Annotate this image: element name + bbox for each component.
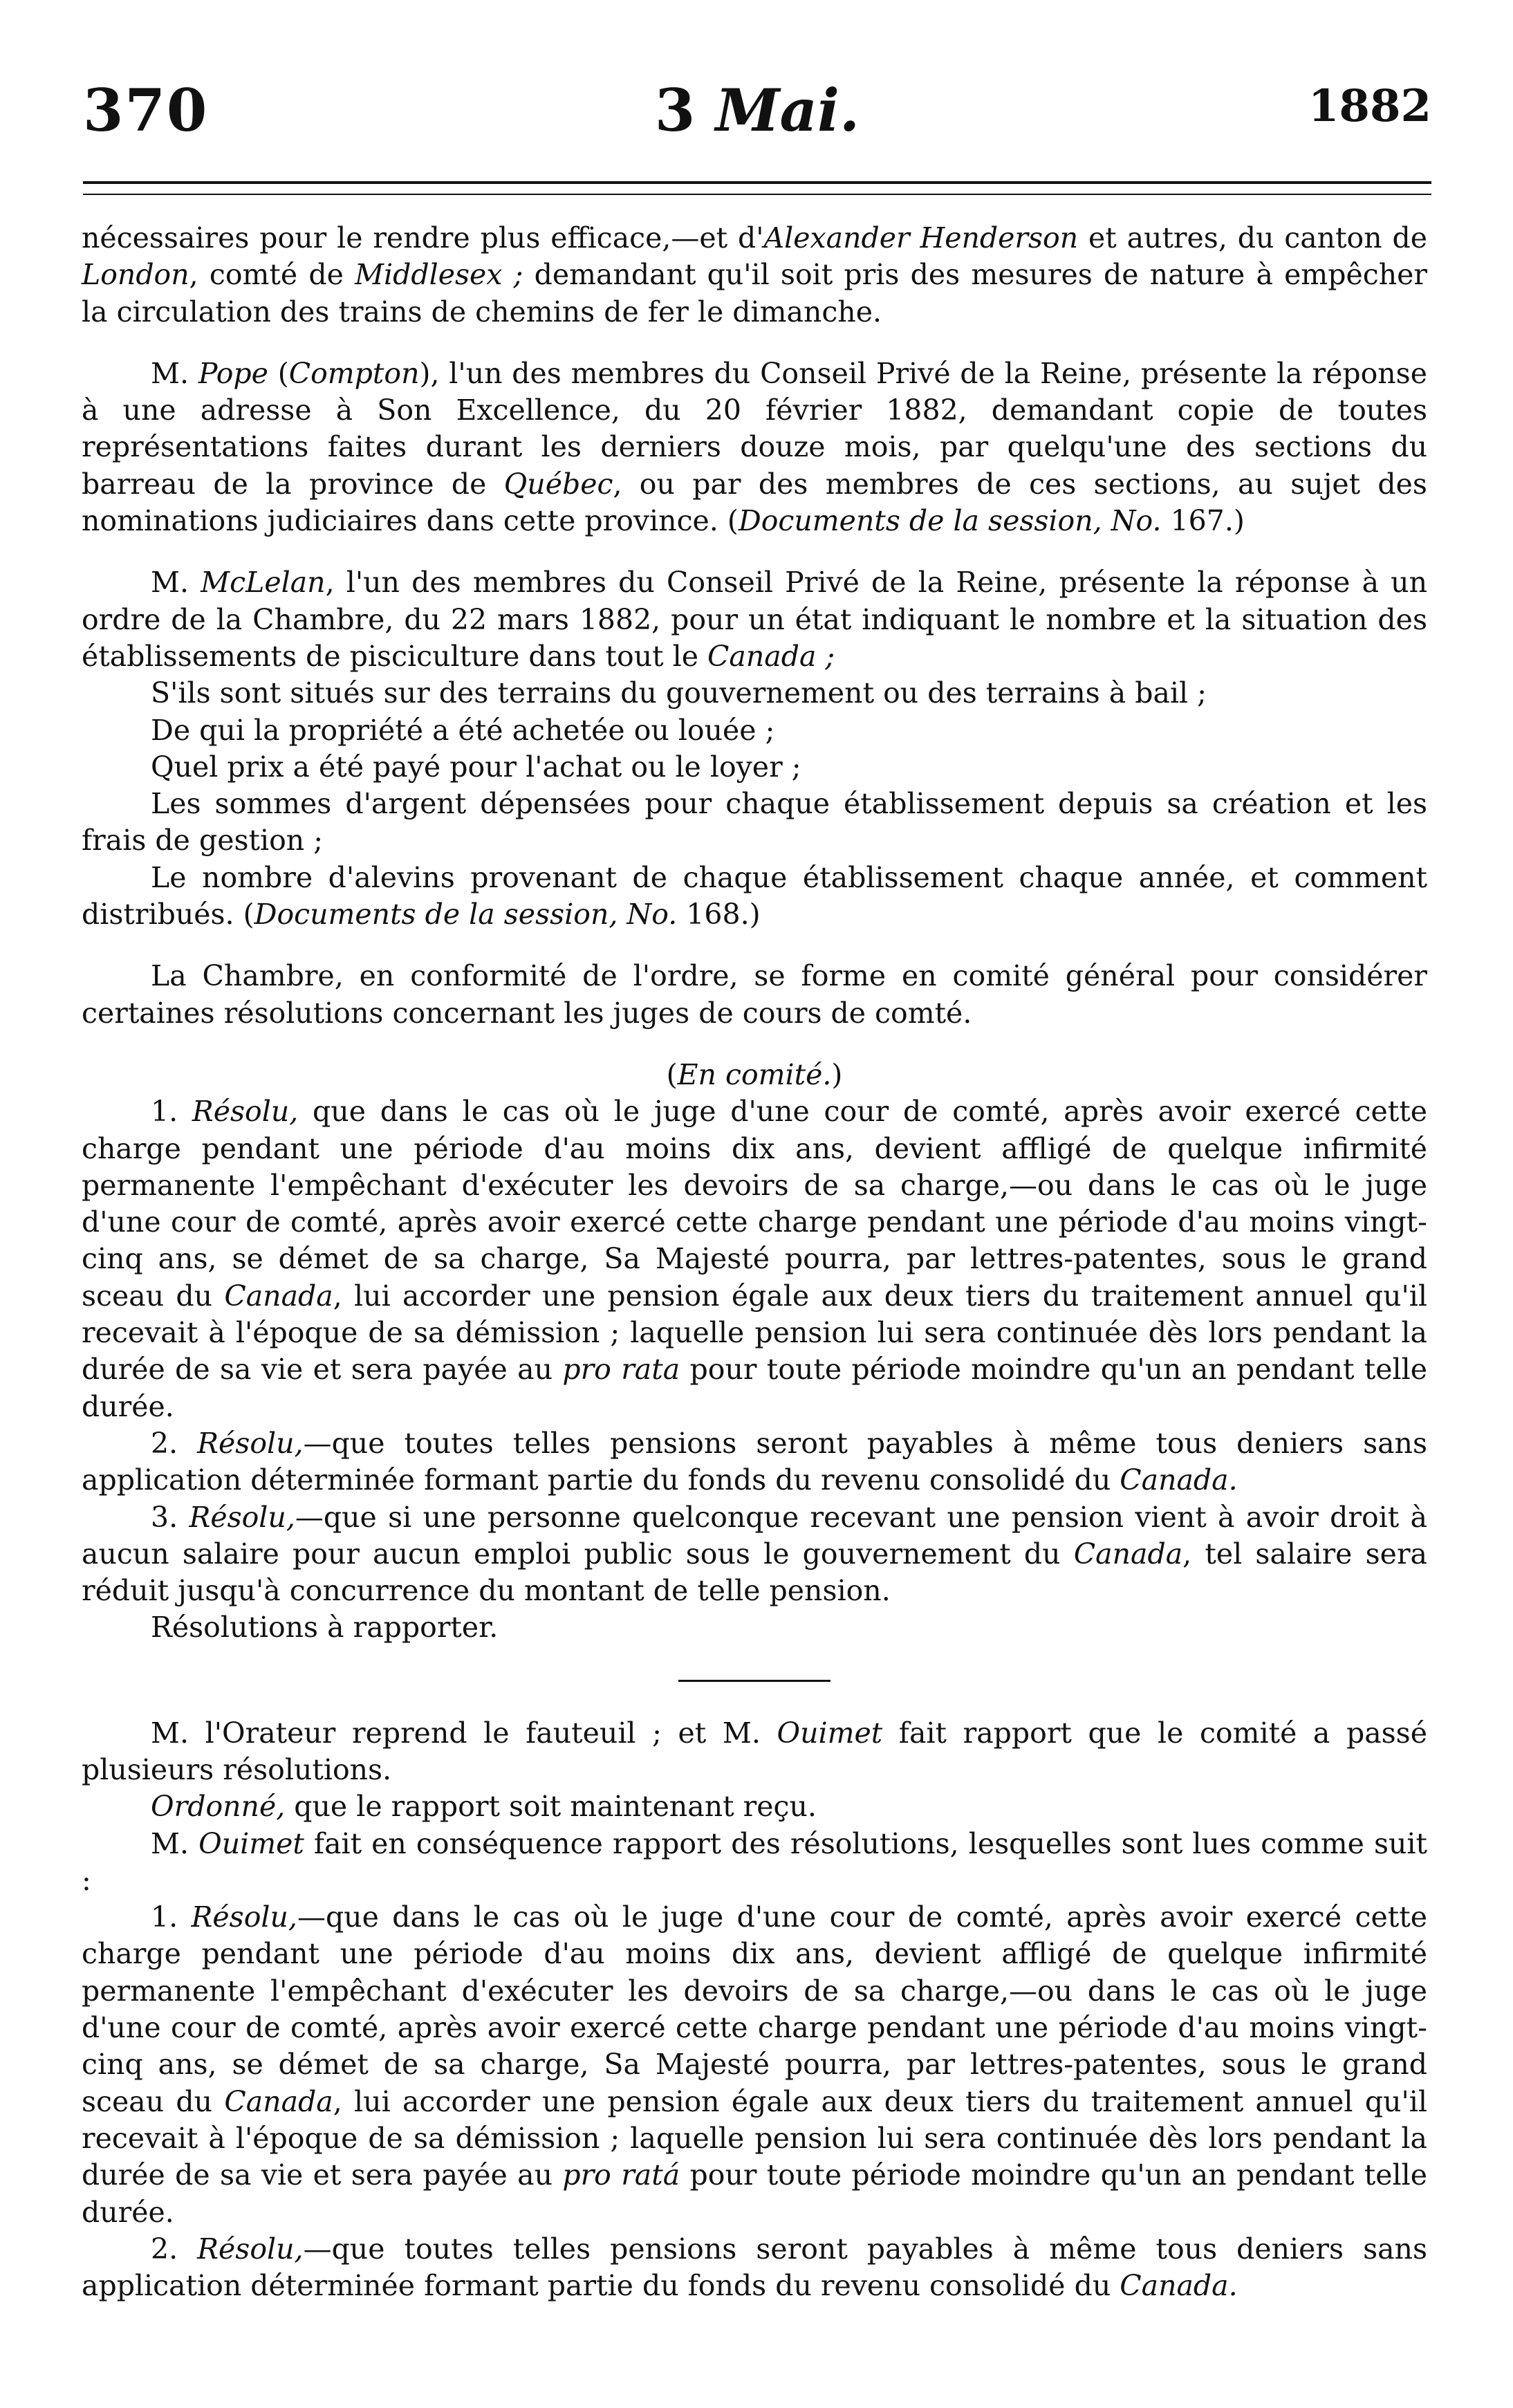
date-day: 3	[654, 76, 696, 145]
text-run: ), l'un des membres du Conseil Privé de la Reine, présente la réponse à une adresse à Son Excellence, du 20 février 1882, demandant copie de toutes représentations faites durant les derniers douze mois, par quelqu'une des sections du barreau de la province de	[82, 356, 1427, 501]
person-name: Ouimet	[777, 1716, 883, 1750]
text-run: —que si une personne quelconque recevant une pension vient à avoir droit à aucun salaire pour aucun emploi public sous le gouvernement du	[82, 1500, 1428, 1571]
page-header	[83, 76, 1431, 152]
document-reference: Documents de la session, No.	[254, 898, 678, 932]
resolution-label: Résolu,	[189, 1500, 295, 1534]
section-heading	[82, 1057, 1427, 1093]
text-run: , lui accorder une pension égale aux deux tiers du traitement annuel qu'il recevait à l'époque de sa démission ; laquelle pension lui sera continuée dès lors pendant la durée de sa vie et sera payée au	[82, 1279, 1427, 1387]
text-run: nécessaires pour le rendre plus efficace,—et d'	[82, 221, 764, 254]
text-run: 2.	[151, 1426, 198, 1460]
text-run: —que toutes telles pensions seront payables à même tous deniers sans application déterminée formant partie du fonds du revenu consolidé du	[82, 2232, 1428, 2303]
page-date	[83, 76, 1431, 145]
resolution-label: Résolu,	[197, 2232, 304, 2266]
header-rule-thick	[83, 181, 1431, 184]
latin-term: pro rata	[562, 1353, 680, 1387]
latin-term: pro ratá	[562, 2158, 680, 2192]
person-name: McLelan	[201, 566, 326, 600]
resolution	[82, 2231, 1427, 2305]
text-run: —que toutes telles pensions seront payables à même tous deniers sans application déterminée formant partie du fonds du revenu consolidé du	[82, 1426, 1428, 1497]
text-run: M.	[151, 1826, 199, 1860]
text-run: demandant qu'il soit pris des mesures de nature à empêcher la circulation des trains de chemins de fer le dimanche.	[82, 258, 1428, 328]
text-run: fait en conséquence rapport des résolutions, lesquelles sont lues comme suit :	[82, 1826, 1427, 1897]
paragraph-petition	[82, 220, 1427, 331]
text-run: fait rapport que le comité a passé plusieurs résolutions.	[82, 1716, 1427, 1786]
text-run: pour toute période moindre qu'un an pendant telle durée.	[82, 1353, 1428, 1423]
place-name: Canada.	[1120, 2269, 1238, 2303]
text-run: , tel salaire sera réduit jusqu'à concurrence du montant de telle pension.	[82, 1537, 1427, 1608]
place-name: Middlesex ;	[355, 258, 523, 292]
text-run: , lui accorder une pension égale aux deux tiers du traitement annuel qu'il recevait à l'époque de sa démission ; laquelle pension lui sera continuée dès lors pendant la durée de sa vie et sera payée au	[82, 2084, 1427, 2192]
text-run: que dans le cas où le juge d'une cour de comté, après avoir exercé cette charge pendant une période d'au moins dix ans, devient affligé de quelque infirmité permanente l'empêchant d'exécuter les devoirs de sa charge,—ou dans le cas où le juge d'une cour de comté, après avoir exercé cette charge pendant une période d'au moins vingt-cinq ans, se démet de sa charge, Sa Majesté pourra, par lettres-patentes, sous le grand sceau du	[82, 1095, 1427, 1313]
paragraph-item: S'ils sont situés sur des terrains du gouvernement ou des terrains à bail ;	[151, 676, 1207, 710]
resolution-label: Résolu,	[192, 1095, 299, 1129]
paragraph-pope-report	[82, 355, 1427, 539]
text-run: pour toute période moindre qu'un an pendant telle durée.	[82, 2158, 1428, 2229]
resolution	[82, 1093, 1427, 1425]
place-name: Compton	[288, 356, 420, 390]
paragraph-item: De qui la propriété a été achetée ou louée ;	[151, 713, 775, 747]
text-run: M. l'Orateur reprend le fauteuil ; et M.	[151, 1716, 777, 1750]
text-run: M.	[151, 356, 198, 390]
paragraph-item	[82, 860, 1427, 934]
ordered-label: Ordonné,	[151, 1790, 286, 1824]
place-name: Canada	[224, 1279, 333, 1313]
person-name: Alexander Henderson	[763, 221, 1079, 254]
text-run: 168.)	[677, 898, 761, 932]
place-name: Québec	[503, 467, 613, 501]
text-run: et autres, du canton de	[1078, 221, 1427, 254]
document-reference: Documents de la session, No.	[738, 504, 1162, 538]
text-run: , comté de	[189, 258, 355, 292]
place-name: Canada.	[1120, 1463, 1238, 1497]
text-run: 2.	[151, 2232, 198, 2266]
body-text	[82, 220, 1427, 2304]
text-run: )	[831, 1057, 843, 1091]
resolution-label: Résolu,	[197, 1426, 304, 1460]
place-name: Canada	[224, 2084, 333, 2118]
header-rule-thin	[83, 194, 1431, 195]
text-run: que le rapport soit maintenant reçu.	[285, 1790, 817, 1824]
text-run: , ou par des membres de ces sections, au sujet des nominations judiciaires dans cette province. (	[82, 467, 1427, 538]
text-run: —que dans le cas où le juge d'une cour de comté, après avoir exercé cette charge pendant une période d'au moins dix ans, devient affligé de quelque infirmité permanente l'empêchant d'exécuter les devoirs de sa charge,—ou dans le cas où le juge d'une cour de comté, après avoir exercé cette charge pendant une période d'au moins vingt-cinq ans, se démet de sa charge, Sa Majesté pourra, par lettres-patentes, sous le grand sceau du	[82, 1900, 1427, 2118]
resolution	[82, 1499, 1427, 1610]
text-run: 3.	[151, 1500, 189, 1534]
paragraph-ordered	[82, 1788, 1427, 1825]
page-number: 370	[83, 76, 209, 145]
date-month: Mai.	[715, 76, 860, 145]
paragraph-committee: La Chambre, en conformité de l'ordre, se forme en comité général pour considérer certaines résolutions concernant les juges de cours de comté.	[82, 959, 1427, 1030]
paragraph-item: Résolutions à rapporter.	[151, 1611, 499, 1645]
person-name: Pope	[198, 356, 268, 390]
paragraph-item: Quel prix a été payé pour l'achat ou le loyer ;	[151, 750, 801, 784]
text-run: 1.	[151, 1900, 192, 1934]
text-run: (	[268, 356, 289, 390]
section-divider	[678, 1680, 830, 1682]
paragraph-mclelan-report	[82, 564, 1427, 675]
paragraph-speaker	[82, 1715, 1427, 1789]
resolution	[82, 1425, 1427, 1499]
place-name: Canada ;	[707, 639, 835, 673]
place-name: Canada	[1073, 1537, 1183, 1571]
place-name: London	[82, 258, 189, 292]
text-run: M.	[151, 566, 201, 600]
paragraph-ouimet-report	[82, 1826, 1427, 1900]
text-run: Le nombre d'alevins provenant de chaque établissement chaque année, et comment distribués. (	[82, 860, 1427, 932]
text-run: (	[666, 1057, 678, 1091]
text-run: 167.)	[1161, 504, 1245, 538]
paragraph-item: Les sommes d'argent dépensées pour chaque établissement depuis sa création et les frais de gestion ;	[82, 787, 1427, 858]
person-name: Ouimet	[198, 1826, 304, 1860]
resolution-label: Résolu,	[191, 1900, 297, 1934]
resolution	[82, 1899, 1427, 2231]
page-year: 1882	[1308, 80, 1431, 132]
text-run: , l'un des membres du Conseil Privé de la Reine, présente la réponse à un ordre de la Chambre, du 22 mars 1882, pour un état indiquant le nombre et la situation des établissements de pisciculture dans tout le	[82, 566, 1427, 673]
text-run: 1.	[151, 1095, 192, 1129]
heading-text: En comité.	[677, 1057, 832, 1091]
